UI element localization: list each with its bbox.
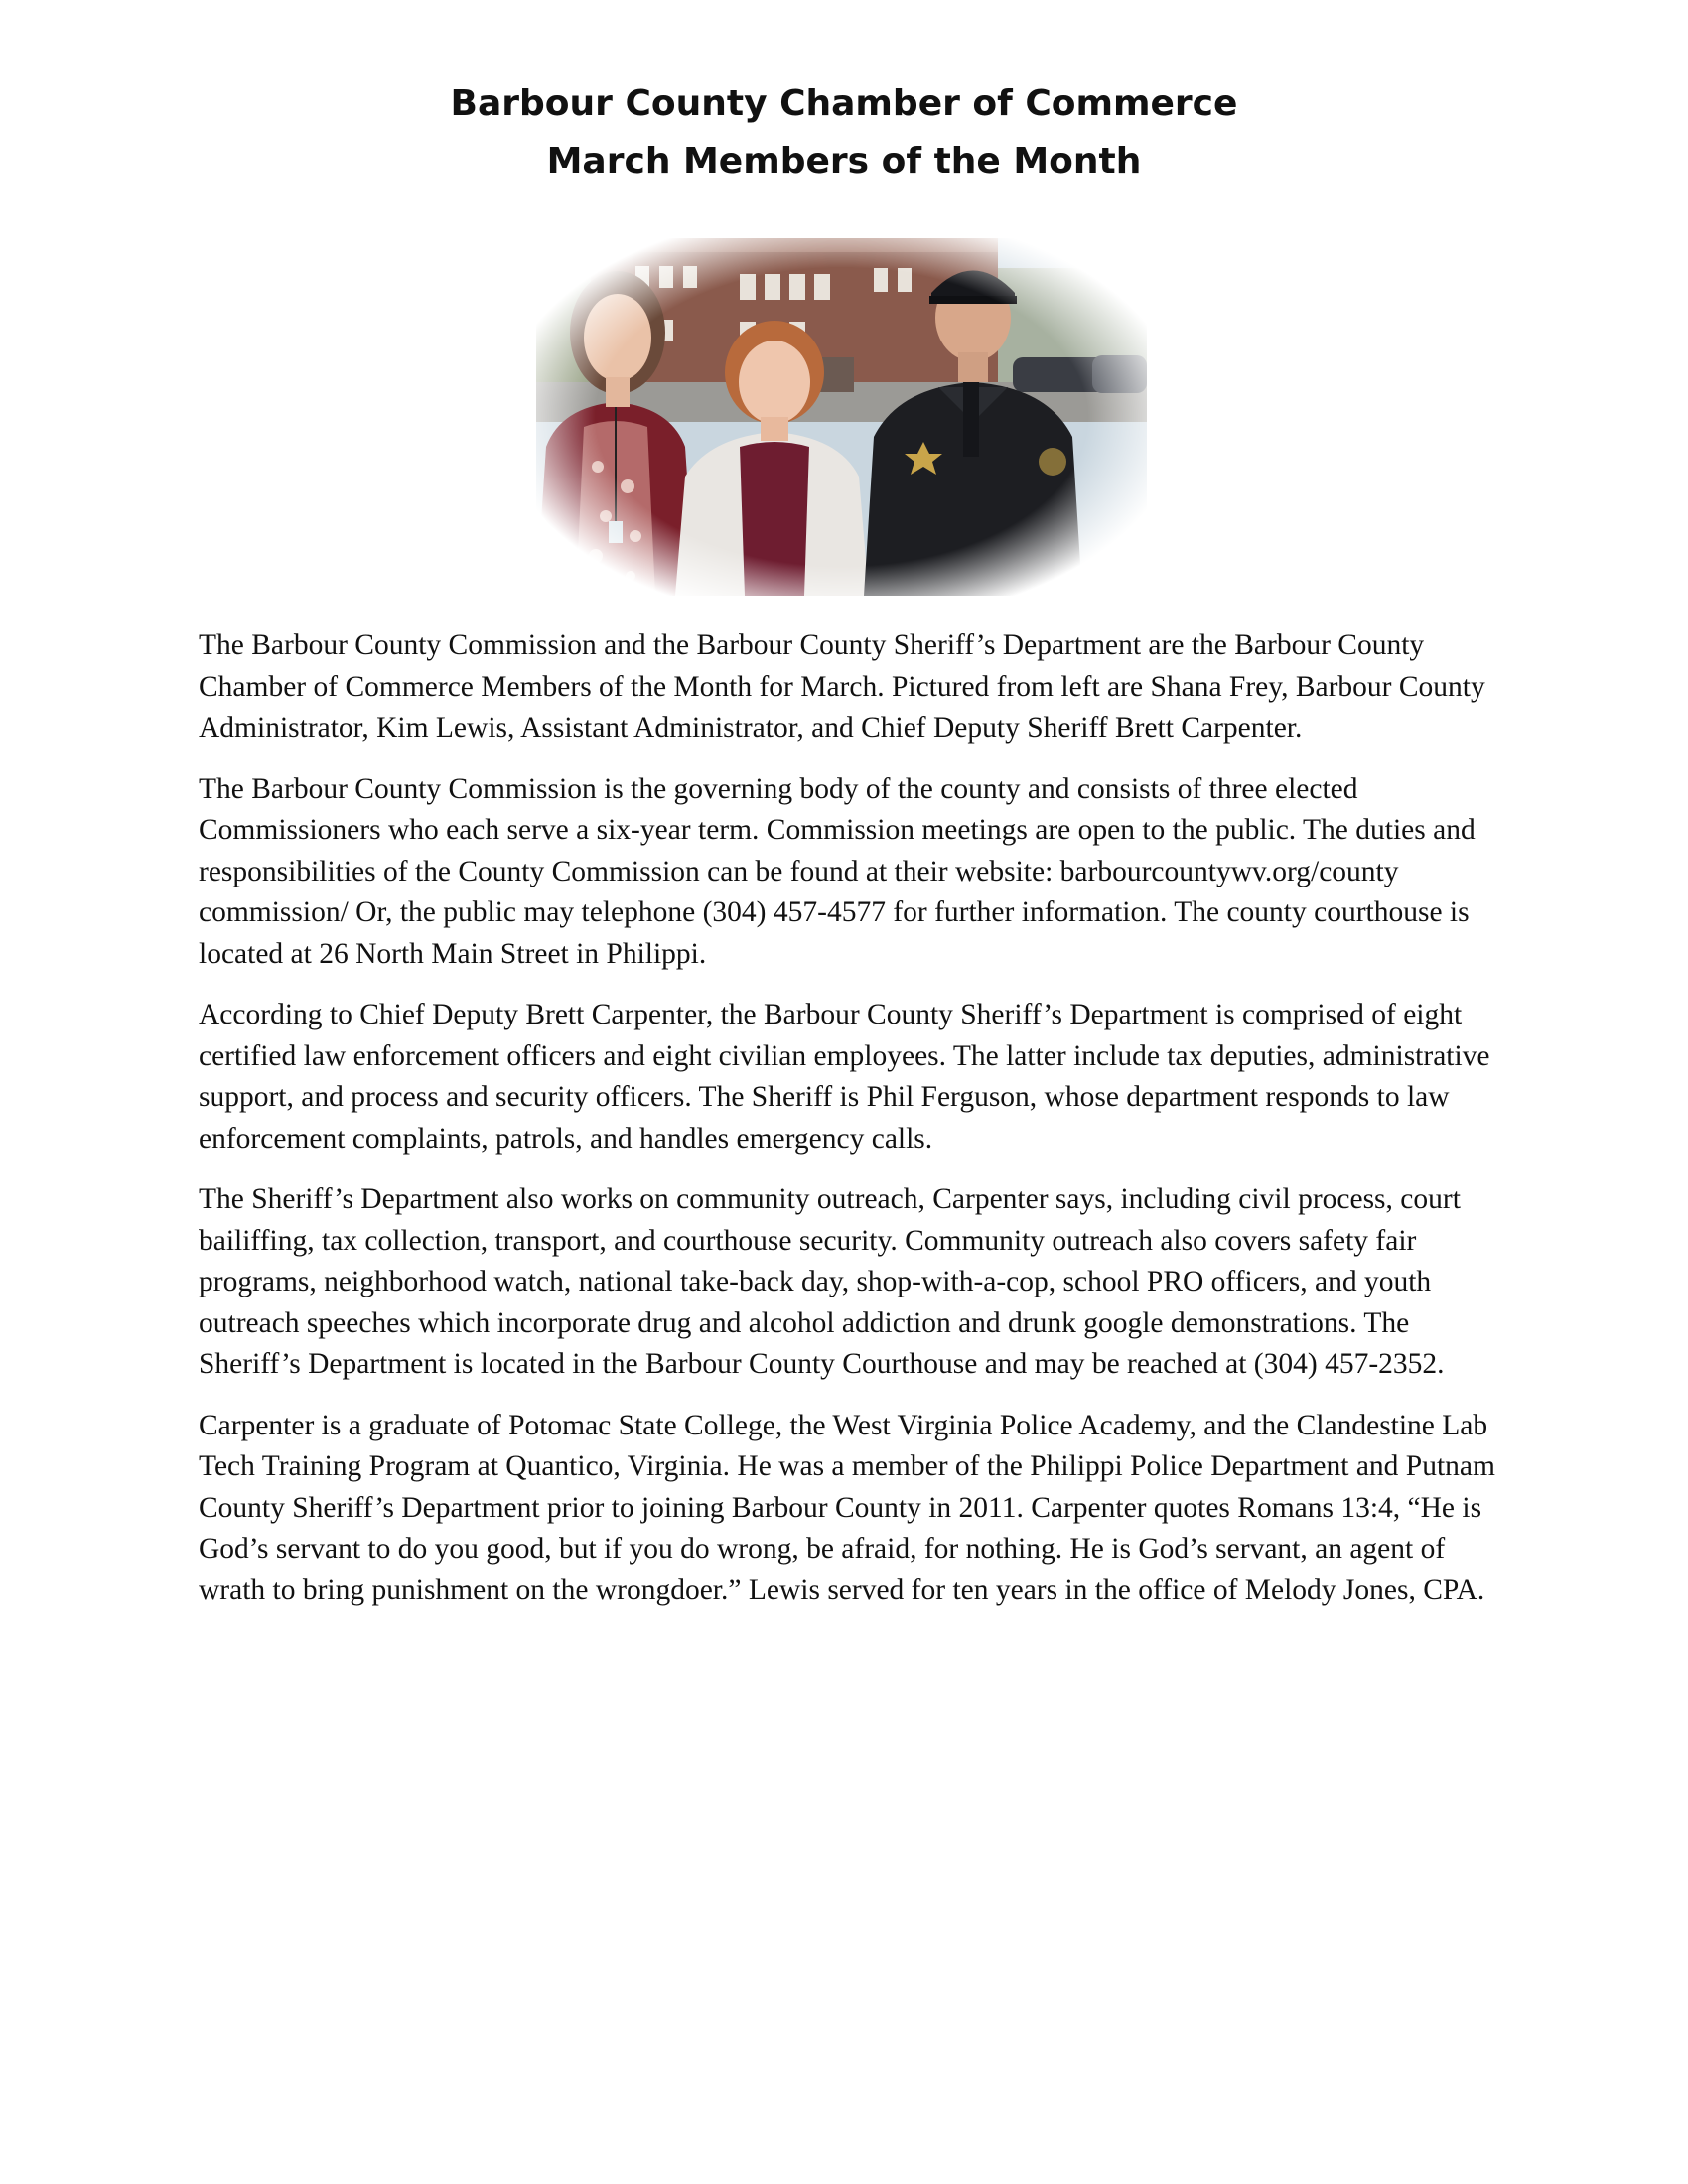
article-body <box>199 625 1499 1631</box>
title-line-2: March Members of the Month <box>546 141 1142 182</box>
paragraph-outreach: The Sheriff’s Department also works on community outreach, Carpenter says, including civil process, court bailiffing, tax collection, transport, and courthouse security. Community outreach also covers safety fair programs, neighborhood watch, national take-back day, shop-with-a-cop, school PRO officers, and youth outreach speeches which incorporate drug and alcohol addiction and drunk google demonstrations. The Sheriff’s Department is located in the Barbour County Courthouse and may be reached at (304) 457-2352. <box>199 1183 1461 1380</box>
paragraph-carpenter-bio: Carpenter is a graduate of Potomac State College, the West Virginia Police Academy, and the Clandestine Lab Tech Training Program at Quantico, Virginia. He was a member of the Philippi Police Department and Putnam County Sheriff’s Department prior to joining Barbour County in 2011. Carpenter quotes Romans 13:4, “He is God’s servant to do you good, but if you do wrong, be afraid, for nothing. He is God’s servant, an agent of wrath to bring punishment on the wrongdoer.” Lewis served for ten years in the office of Melody Jones, CPA. <box>199 1409 1495 1606</box>
members-photo <box>536 238 1147 596</box>
paragraph-intro: The Barbour County Commission and the Barbour County Sheriff’s Department are the Barbour County Chamber of Commerce Members of the Month for March. Pictured from left are Shana Frey, Barbour County Administrator, Kim Lewis, Assistant Administrator, and Chief Deputy Sheriff Brett Carpenter. <box>199 629 1485 744</box>
group-photo-icon <box>536 238 1147 596</box>
paragraph-commission: The Barbour County Commission is the governing body of the county and consists of three elected Commissioners who each serve a six-year term. Commission meetings are open to the public. The duties and responsibilities of the County Commission can be found at their website: barbourcountywv.org/county commission/ Or, the public may telephone (304) 457-4577 for further information. The county courthouse is located at 26 North Main Street in Philippi. <box>199 772 1476 970</box>
title-line-1: Barbour County Chamber of Commerce <box>450 83 1238 124</box>
document-title <box>0 75 1688 191</box>
paragraph-sheriff-department: According to Chief Deputy Brett Carpenter, the Barbour County Sheriff’s Department is comprised of eight certified law enforcement officers and eight civilian employees. The latter include tax deputies, administrative support, and process and security officers. The Sheriff is Phil Ferguson, whose department responds to law enforcement complaints, patrols, and handles emergency calls. <box>199 999 1490 1155</box>
